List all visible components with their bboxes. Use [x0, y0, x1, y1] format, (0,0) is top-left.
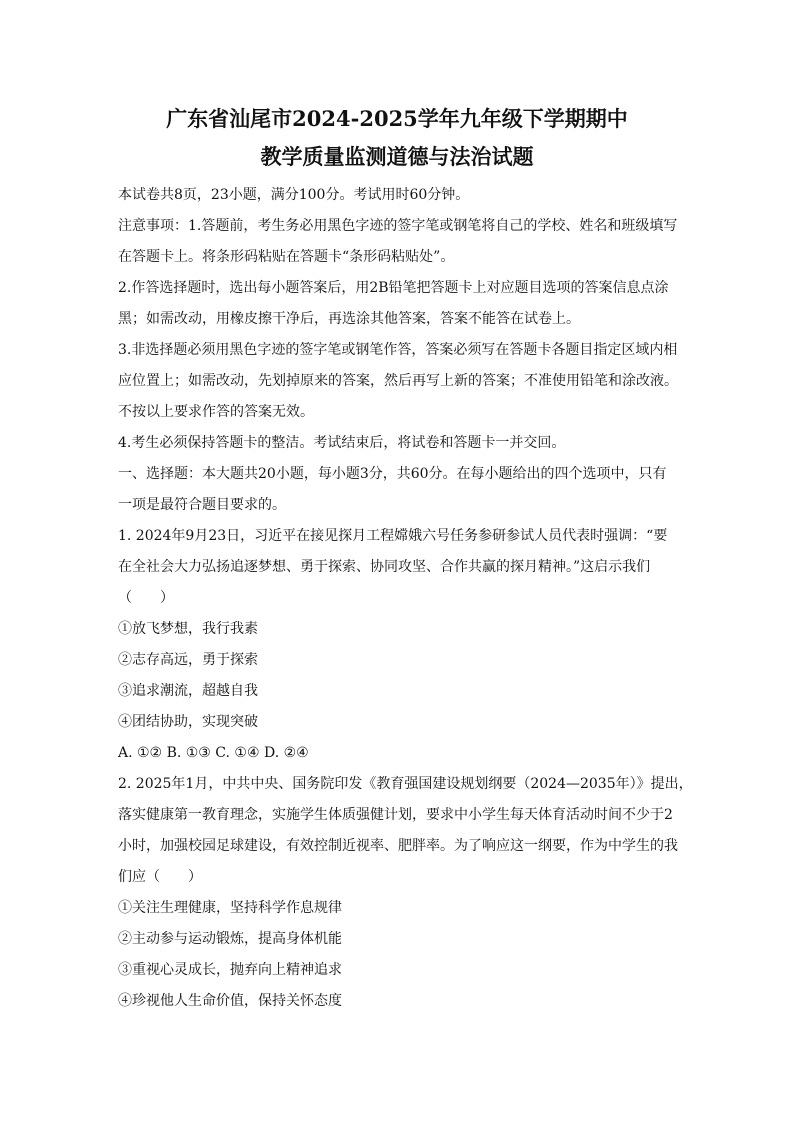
section-heading — [118, 459, 676, 521]
question-stem-line: 2. 2025年1月，中共中央、国务院印发《教育强国建设规划纲要（2024—2035年）》提出， — [118, 776, 693, 792]
question-stem-line: （ ） — [118, 590, 174, 606]
answer-choices: A. ①② B. ①③ C. ①④ D. ②④ — [118, 745, 309, 761]
question-1 — [118, 521, 676, 769]
notice-line: 3.非选择题必须用黑色字迹的签字笔或钢笔作答，答案必须写在答题卡各题目指定区域内相 — [118, 342, 678, 358]
notice-line: 黑；如需改动，用橡皮擦干净后，再选涂其他答案，答案不能答在试卷上。 — [118, 311, 580, 327]
question-stem-line: 小时，加强校园足球建设，有效控制近视率、肥胖率。为了响应这一纲要，作为中学生的我 — [118, 838, 678, 854]
section-line: 一项是最符合题目要求的。 — [118, 497, 286, 513]
notice-line: 在答题卡上。将条形码粘贴在答题卡“条形码粘贴处”。 — [118, 249, 455, 265]
question-option: ③重视心灵成长，抛弃向上精神追求 — [118, 962, 342, 978]
question-2 — [118, 769, 693, 1017]
notice-line: 2.作答选择题时，选出每小题答案后，用2B铅笔把答题卡上对应题目选项的答案信息点涂 — [118, 280, 669, 296]
question-option: ①关注生理健康，坚持科学作息规律 — [118, 900, 342, 916]
exam-title-line-2: 教学质量监测道德与法治试题 — [260, 144, 534, 169]
question-option: ③追求潮流，超越自我 — [118, 683, 258, 699]
notice-line: 应位置上；如需改动，先划掉原来的答案，然后再写上新的答案；不准使用铅笔和涂改液。 — [118, 373, 678, 389]
question-stem-line: 们应（ ） — [118, 869, 202, 885]
question-option: ②主动参与运动锻炼，提高身体机能 — [118, 931, 342, 947]
question-stem-line: 在全社会大力弘扬追逐梦想、勇于探索、协同攻坚、合作共赢的探月精神。”这启示我们 — [118, 559, 651, 575]
notice-line: 注意事项：1.答题前，考生务必用黑色字迹的签字笔或钢笔将自己的学校、姓名和班级填写 — [118, 218, 678, 234]
question-stem-line: 落实健康第一教育理念，实施学生体质强健计划，要求中小学生每天体育活动时间不少于2 — [118, 807, 673, 823]
section-line: 一、选择题：本大题共20小题，每小题3分，共60分。在每小题给出的四个选项中，只有 — [118, 466, 667, 482]
question-option: ②志存高远，勇于探索 — [118, 652, 258, 668]
notice-line: 4.考生必须保持答题卡的整洁。考试结束后，将试卷和答题卡一并交回。 — [118, 435, 566, 451]
question-option: ①放飞梦想，我行我素 — [118, 621, 258, 637]
exam-intro: 本试卷共8页，23小题，满分100分。考试用时60分钟。 — [118, 187, 470, 203]
question-option: ④珍视他人生命价值，保持关怀态度 — [118, 993, 342, 1009]
notice-line: 不按以上要求作答的答案无效。 — [118, 404, 314, 420]
notice-block — [118, 211, 676, 459]
exam-title-line-1: 广东省汕尾市2024-2025学年九年级下学期期中 — [166, 106, 628, 131]
question-stem-line: 1. 2024年9月23日，习近平在接见探月工程嫦娥六号任务参研参试人员代表时强调：“要 — [118, 528, 668, 544]
question-option: ④团结协助，实现突破 — [118, 714, 258, 730]
